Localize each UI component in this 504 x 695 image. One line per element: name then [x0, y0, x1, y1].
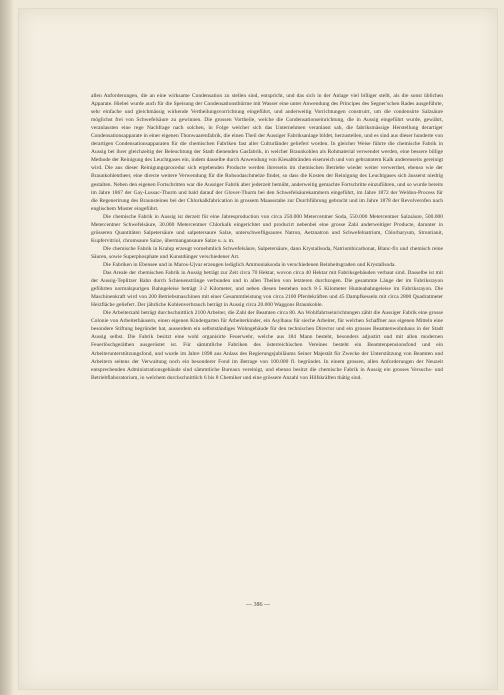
paragraph: allen Anforderungen, die an eine wirksame Condensation zu stellen sind, entspricht, und das sich in der Anlage viel billiger stellt, als die sonst üblichen Apparate. Hiebei wurde auch für die Speisung der Condensationsthürme mit Wasser eine unter Anwendung des Principes des Segner'schen Rades ausgeführte, sehr einfache und gleichmässig wirkende Vertheilungsvorrichtung eingeführt, und anderweitig Vorrichtungen construirt, um die condensirte Salzsäure möglichst frei von Schwefelsäure zu gewinnen. Die grossen Vortheile, welche die Condensationseinrichtung, die in Aussig eingeführt wurde, gewährt, veranlassten eine rege Nachfrage nach solchen, in Folge welcher sich das Unternehmen veranlasst sah, die fabriksmässige Herstellung derartiger Condensationsapparate in einer eigenen Thonwaarenfabrik, die einen Theil der Aussiger Fabriksanlage bildet, herzustellen, und es sind aus dieser hunderte von derartigen Condensationsapparaten für die chemischen Fabriken fast aller Culturländer geliefert worden. In gleicher Weise führte die chemische Fabrik in Aussig bei ihrer gleichzeitig der Beleuchtung der Stadt dienenden Gasfabrik, in welcher Braunkohlen als Rohmaterial verwendet werden, eine bessere billige Methode der Reinigung des Leuchtgases ein, indem dasselbe durch Anwendung von Kiesabbränden eisenreich und von gebranntem Kalk anderenseits gereinigt wird. Die aus dieser Reinigungsprocedur sich ergebenden Producte werden ihrerseits im chemischen Betriebe wieder weiter verwerthet, ebenso wie der Braunkohlentheer, eine directe weitere Verwendung für die Rohsodaschmelze findet, so dass die Kosten der Reinigung des Leuchtgases sich äusserst niedrig gestalten. Neben den eigenen Fortschritten war die Aussiger Fabrik aber jederzeit bemüht, anderweitig gemachte Fortschritte einzuführen, und so wurde bereits im Jahre 1867 der Gay-Lussac-Thurm und bald darauf der Glover-Thurm bei den Schwefelsäurekammern eingeführt, im Jahre 1872 der Weldon-Process für die Regenerirung des Braunsteines bei der Chlorkalkfabrication in grossem Maassstabe zur Durchführung gebracht und im Jahre 1878 der Revolverofen nach englischem Muster eingeführt. [91, 93, 443, 212]
page-number: — 386 — [246, 602, 270, 608]
paragraph: Die Arbeiterzahl beträgt durchschnittlich 2100 Arbeiter, die Zahl der Beamten circa 80. An Wohlfahrtseinrichtungen zählt die Aussiger Fabrik eine grosse Colonie von Arbeiterhäusern, einen eigenen Kindergarten für Arbeiterkinder, ein Asylhaus für sieche Arbeiter, für welchen Schaffner aus eigenen Mitteln eine besondere Stiftung begründet hat, ausserdem ein selbstständiges Wohngebäude für den technischen Director und ein grosses Beamtenwohnhaus in der Stadt Aussig selbst. Die Fabrik besitzt eine wohl organisirte Feuerwehr, welche aus 184 Mann besteht, besonders adjustirt und mit allen modernen Feuerlöschgeräthen ausgerüstet ist. Für sämmtliche Fabriken des österreichischen Vereines besteht ein Beamtenpensionsfond und ein Arbeiterunterstützungsfond, und wurde im Jahre 1898 aus Anlass des Regierungsjubiläums Seiner Majestät für Zwecke der Unterstützung von Beamten und Arbeitern seitens der Verwaltung noch ein besonderer Fond im Betrage von 100.000 fl. begründet. In einem grossen, allen Anforderungen der Neuzeit entsprechenden Administrationsgebäude sind sämmtliche Bureaux vereinigt, und ebenso besitzt die chemische Fabrik in Aussig ein grosses Versuchs- und Betriebflaboratorium, in welchem durchschnittlich 6 bis 8 Chemiker und eine grössere Anzahl von Hilfskräften thätig sind. [91, 310, 443, 381]
paper-page [18, 8, 498, 690]
paragraph: Die chemische Fabrik in Aussig ist derzeit für eine Jahresproduction von circa 250.000 Metercentner Soda, 550.000 Metercentner Salzsäure, 500.000 Metercentner Schwefelsäure, 30.000 Metercentner Chlorkalk eingerichtet und producirt nebenbei eine grosse Zahl anderweitiger Producte, darunter in grösseren Quantitäten Salpetersäure und salpetersaure Salze, unterschwefligsaures Natron, Aetznatron und Schwefelnatrium, Chlorbaryum, Strontianit, Kupfervitriol, chromsaure Salze, übermangansaure Salze u. a. m. [91, 213, 443, 244]
book-spine-shadow [0, 0, 14, 695]
paragraph: Die chemische Fabrik in Kralup erzeugt vornehmlich Schwefelsäure, Salpetersäure, dann Krystallsoda, Natriumbicarbonat, Blanc-fix und chemisch reine Säuren, sowie Superphosphate und Kunstdünger verschiedener Art. [91, 245, 443, 260]
body-text [91, 92, 443, 382]
paragraph: Die Fabriken in Ebensee und in Maros-Ujvar erzeugen lediglich Ammoniaksoda in verschiedenen Reinheitsgraden und Krystallsoda. [103, 261, 396, 268]
paragraph: Das Areale der chemischen Fabrik in Aussig beträgt zur Zeit circa 70 Hektar, wovon circa 40 Hektar mit Fabriksgebäuden verbaut sind. Dasselbe ist mit der Aussig-Teplitzer Bahn durch Schienenstränge verbunden und in allen Theilen von letzteren durchzogen. Die gesammte Länge der im Fabriksrayon geführten normalspurigen Bahngeleise beträgt 3·2 Kilometer, und neben diesen bestehen noch 8·5 Kilometer Hunteabahngeleise im Fabriksrayon. Die Maschinenkraft wird von 200 Betriebsmaschinen mit einer Gesammtleistung von circa 2100 Pferdekräften und 45 Dampfkesseln mit circa 2800 Quadratmeter Heizfläche geliefert. Der jährliche Kohlenverbrauch beträgt in Aussig circa 20.000 Waggons Braunkohle. [91, 270, 443, 309]
